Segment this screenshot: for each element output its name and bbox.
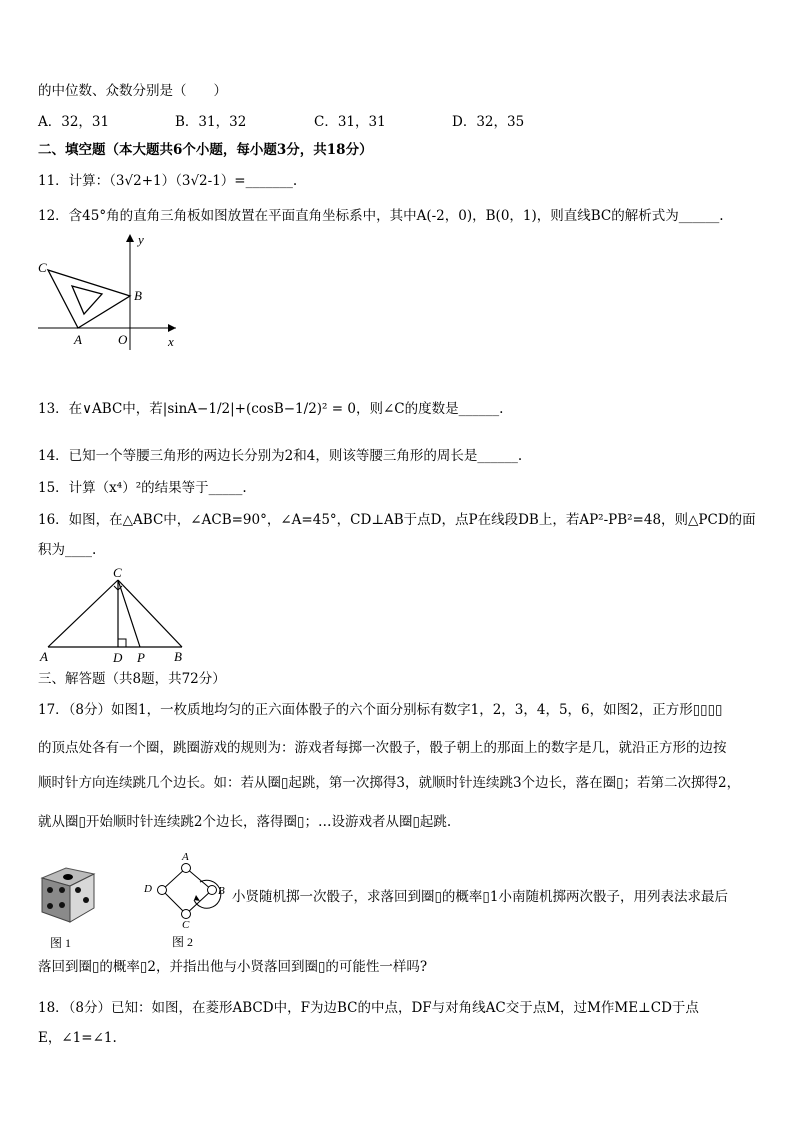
label-b: B <box>218 885 225 897</box>
q10-tail: 的中位数、众数分别是（ ） <box>38 83 227 99</box>
section-fill-blank: 二、填空题（本大题共6个小题，每小题3分，共18分） <box>38 142 373 158</box>
label-c: C <box>113 566 122 580</box>
label-c: C <box>38 260 47 275</box>
q11: 11．计算：（3√2+1）（3√2-1）=_______. <box>38 173 298 189</box>
q17-line1: 17．（8分）如图1，一枚质地均匀的正六面体骰子的六个面分别标有数字1，2，3，4，5，6，如图2，正方形▯▯▯▯ <box>38 702 723 718</box>
q17-line5: 小贤随机掷一次骰子，求落回到圈▯的概率▯1小南随机掷两次骰子，用列表法求最后 <box>232 889 728 905</box>
q17-line3: 顺时针方向连续跳几个边长。如：若从圈▯起跳，第一次掷得3，就顺时针连续跳3个边长，落在圈▯；若第二次掷得2， <box>38 775 741 791</box>
q16-figure <box>36 566 196 664</box>
q17-line2: 的顶点处各有一个圈，跳圈游戏的规则为：游戏者每掷一次骰子，骰子朝上的那面上的数字是几，就沿正方形的边按 <box>38 740 727 756</box>
option-c: C．31，31 <box>314 114 386 130</box>
q17-line4: 就从圈▯开始顺时针连续跳2个边长，落得圈▯；…设游戏者从圈▯起跳. <box>38 814 452 830</box>
label-a: A <box>74 332 82 347</box>
q12: 12．含45°角的直角三角板如图放置在平面直角坐标系中，其中A(-2，0)，B(0，1)，则直线BC的解析式为______. <box>38 208 724 224</box>
q13: 13．在∨ABC中，若|sinA−1/2|+(cosB−1/2)² = 0，则∠C的度数是______. <box>38 401 504 417</box>
label-b: B <box>174 649 182 664</box>
label-a: A <box>182 851 189 863</box>
label-o: O <box>118 332 128 347</box>
label-b: B <box>134 288 142 303</box>
q18-line2: E，∠1=∠1. <box>38 1030 117 1046</box>
caption-fig1: 图 1 <box>50 936 72 950</box>
q16-line2: 积为____. <box>38 542 97 558</box>
option-d: D．32，35 <box>452 114 525 130</box>
label-d: D <box>144 883 152 895</box>
label-a: A <box>40 649 48 664</box>
square-figure <box>140 848 240 948</box>
label-p: P <box>137 650 145 664</box>
q14: 14．已知一个等腰三角形的两边长分别为2和4，则该等腰三角形的周长是______. <box>38 448 523 464</box>
label-c: C <box>182 919 190 931</box>
section-answer: 三、解答题（共8题，共72分） <box>38 671 226 687</box>
q17-line6: 落回到圈▯的概率▯2，并指出他与小贤落回到圈▯的可能性一样吗? <box>38 959 428 975</box>
option-b: B．31，32 <box>175 114 247 130</box>
q16-line1: 16．如图，在△ABC中，∠ACB=90°，∠A=45°，CD⊥AB于点D，点P在线段DB上，若AP²-PB²=48，则△PCD的面 <box>38 512 756 528</box>
caption-fig2: 图 2 <box>172 935 194 948</box>
label-y: y <box>138 232 144 247</box>
option-a: A．32，31 <box>38 114 110 130</box>
label-d: D <box>113 650 123 664</box>
label-x: x <box>168 334 174 349</box>
q15: 15．计算（x⁴）²的结果等于_____. <box>38 480 247 496</box>
q18-line1: 18．（8分）已知：如图，在菱形ABCD中，F为边BC的中点，DF与对角线AC交于点M，过M作ME⊥CD于点 <box>38 1000 699 1016</box>
q12-figure <box>32 232 182 352</box>
dice-figure <box>36 860 106 955</box>
